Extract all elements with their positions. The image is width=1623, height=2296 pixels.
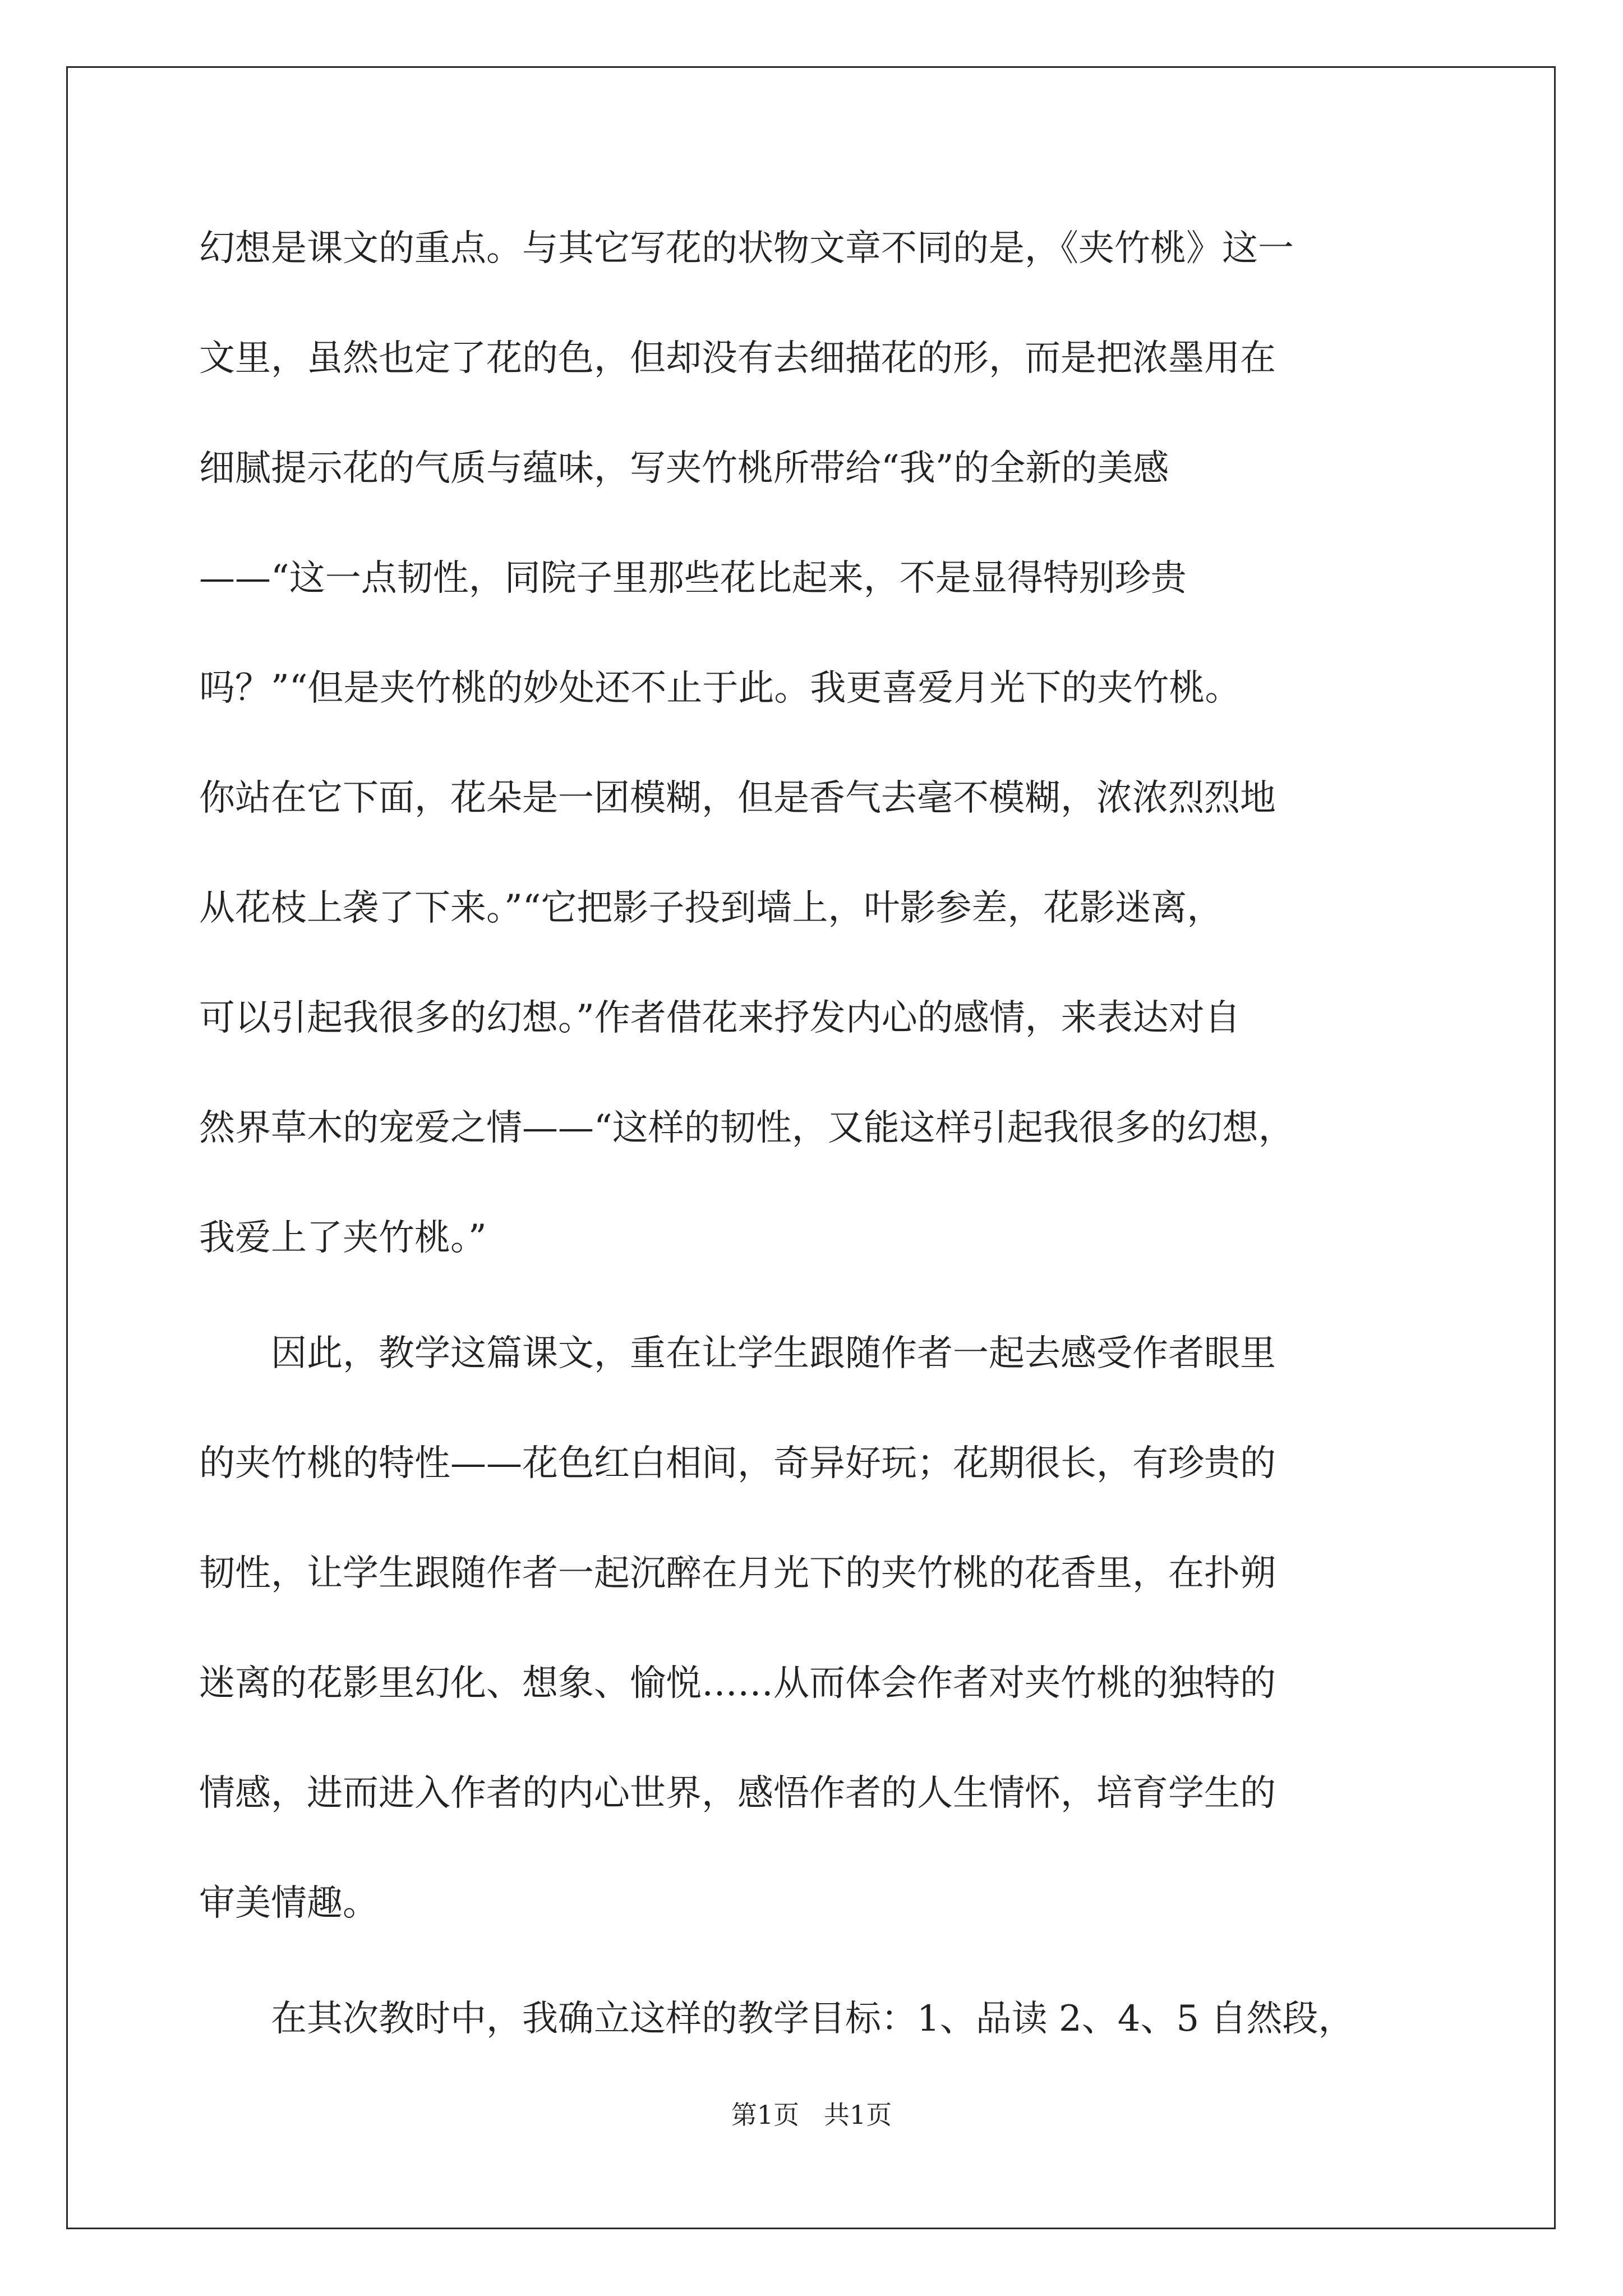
text-line: 你站在它下面，花朵是一团模糊，但是香气去毫不模糊，浓浓烈烈地 [199, 777, 1276, 819]
text-line: 吗？”“但是夹竹桃的妙处还不止于此。我更喜爱月光下的夹竹桃。 [199, 668, 1241, 709]
paragraph-start-line: 因此，教学这篇课文，重在让学生跟随作者一起去感受作者眼里 [271, 1333, 1276, 1374]
text-line: 幻想是课文的重点。与其它写花的状物文章不同的是，《夹竹桃》这一 [199, 228, 1294, 269]
text-line: 可以引起我很多的幻想。”作者借花来抒发内心的感情，来表达对自 [199, 997, 1241, 1039]
document-body [199, 194, 1433, 2074]
text-line: 文里，虽然也定了花的色，但却没有去细描花的形，而是把浓墨用在 [199, 338, 1276, 379]
text-line: 情感，进而进入作者的内心世界，感悟作者的人生情怀，培育学生的 [199, 1773, 1276, 1814]
text-line: 韧性，让学生跟随作者一起沉醉在月光下的夹竹桃的花香里，在扑朔 [199, 1553, 1276, 1594]
text-line: 然界草木的宠爱之情——“这样的韧性，又能这样引起我很多的幻想， [199, 1107, 1294, 1149]
text-line: ——“这一点韧性，同院子里那些花比起来，不是显得特别珍贵 [199, 558, 1187, 599]
text-line: 从花枝上袭了下来。”“它把影子投到墙上，叶影参差，花影迷离， [199, 887, 1223, 929]
text-line: 迷离的花影里幻化、想象、愉悦……从而体会作者对夹竹桃的独特的 [199, 1663, 1276, 1704]
paragraph-start-line: 在其次教时中，我确立这样的教学目标：1、品读 2、4、5 自然段， [271, 1998, 1354, 2040]
text-line: 细腻提示花的气质与蕴味，写夹竹桃所带给“我”的全新的美感 [199, 448, 1169, 489]
page-number-footer: 第1页 共1页 [731, 2100, 892, 2130]
text-line: 的夹竹桃的特性——花色红白相间，奇异好玩；花期很长，有珍贵的 [199, 1443, 1276, 1484]
text-line: 审美情趣。 [199, 1883, 379, 1924]
text-line: 我爱上了夹竹桃。” [199, 1217, 487, 1259]
